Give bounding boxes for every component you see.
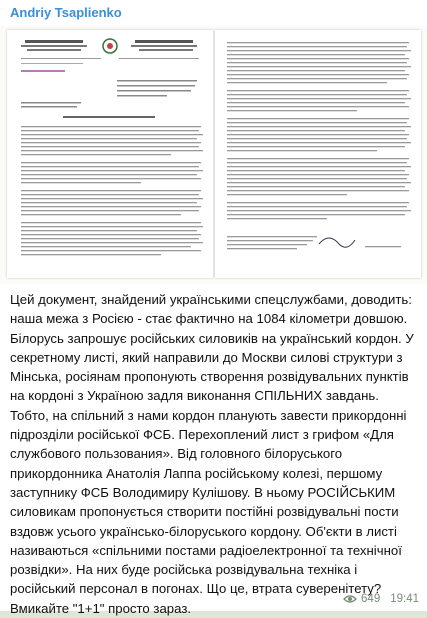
message-time: 19:41 [390, 593, 419, 605]
document-page-right-lines [215, 30, 421, 278]
author-name[interactable]: Andriy Tsaplienko [10, 5, 122, 20]
view-count: 649 [361, 593, 381, 605]
eye-icon [343, 594, 357, 604]
message-meta [343, 593, 419, 605]
document-page-left [7, 30, 213, 278]
document-photo[interactable] [0, 26, 427, 284]
document-page-left-lines [7, 30, 213, 278]
message-text: Цей документ, знайдений українськими спецслужбами, доводить: наша межа з Росією - стає фактично на 1084 кілометри довшою. Білорусь запрошує російських силовиків на український кордон. У секретному листі, який направили до Москви силові структури з Мінська, росіянам пропонують створення розвідувальних пунктів на кордоні з Україною задля виконання СПІЛЬНИХ завдань. Тобто, на спільний з нами кордон планують завести прикордонні підрозділи російської ФСБ. Перехоплений лист з грифом «Для службового пользования». Від головного білоруського прикордонника Анатолія Лаппа російському колезі, першому заступнику ФСБ Володимиру Кулішову. В ньому РОСІЙСЬКИМ силовикам пропонується створити постійні розвідувальні пости вздовж усього українсько-білоруського кордону. Об'єкти в листі називаються «спільними постами радіоелектронної та технічної розвідки». На них буде російська розвідувальна техніка і російський персонал в погонах. Що це, втрата суверенітету? Вмикайте "1+1" просто зараз. [10, 292, 418, 616]
document-page-right [215, 30, 421, 278]
